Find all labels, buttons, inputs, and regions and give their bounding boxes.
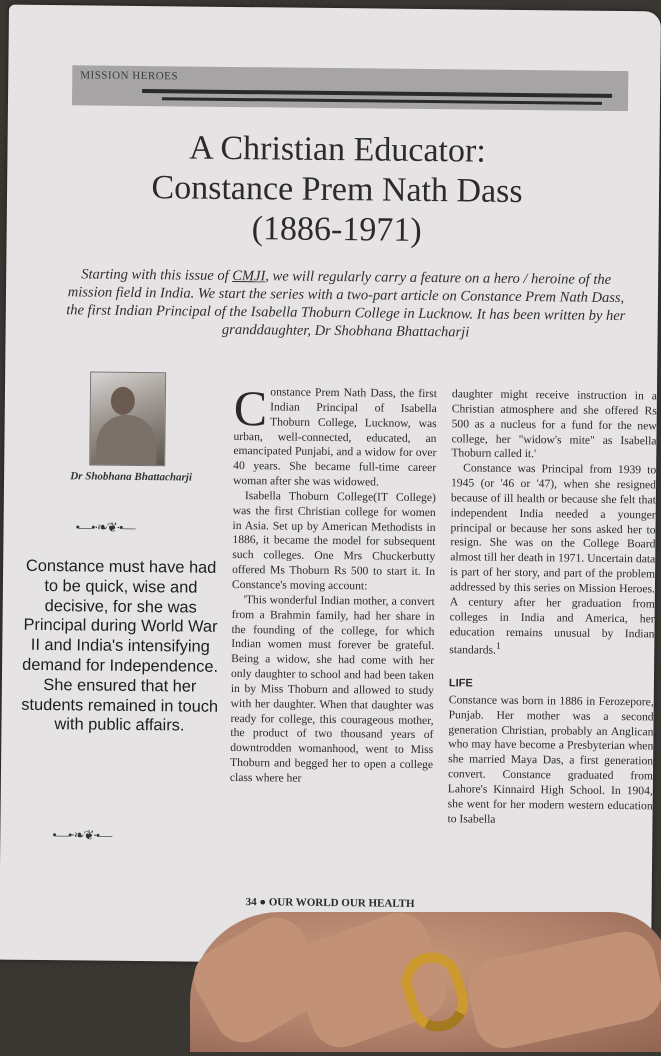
intro-text: , we will regularly carry a feature on a hero / heroine of the mission field in India. We start the series with a two-part article on Constance Prem Nath Dass, the first Indian Principal of the Isabella Thoburn College in Lucknow. It has been written by her granddaughter, Dr Shobhana Bhattacharji bbox=[66, 268, 626, 341]
paragraph: daughter might receive instruction in a Christian atmosphere and she offered Rs 500 as a nucleus for a fund for the new college, her "widow's mite" as Isabella Thoburn called it.' bbox=[451, 387, 658, 461]
pull-quote: Constance must have had to be quick, wise and decisive, for she was Principal during World War II and India's intensifying demand for Independence. She ensured that her students remained in touch with public affairs. bbox=[21, 556, 219, 735]
journal-name: CMJI bbox=[232, 267, 266, 285]
article-column-middle bbox=[229, 379, 438, 788]
article-title bbox=[46, 127, 627, 253]
magazine-name: OUR WORLD OUR HEALTH bbox=[268, 896, 415, 910]
author-caption: Dr Shobhana Bhattacharji bbox=[70, 470, 192, 484]
page-number: 34 bbox=[245, 896, 257, 909]
paragraph: Constance was Principal from 1939 to 1945 (or '46 or '47), when she resigned because of ill health or because she felt that independent India needed a younger principal or because her sons asked her to resign. She was on the College Board almost till her death in 1971. Uncertain data is part of her story, and part of the problem addressed by this series on Mission Heroes. A century after her graduation from colleges in India and America, her education remains unusual by Indian standards.$^1$ bbox=[449, 461, 657, 657]
paragraph: Constance was born in 1886 in Ferozepore, Punjab. Her mother was a second generation Christian, probably an Anglican who may have become a Presbyterian when she married Maya Das, a first generation convert. Constance graduated from Lahore's Kinnaird High School. In 1904, she went for her modern western education to Isabella bbox=[447, 693, 654, 826]
intro-text: Starting with this issue of bbox=[81, 266, 233, 284]
banner-rule bbox=[162, 97, 602, 105]
footnote-marker: 1 bbox=[495, 641, 501, 653]
ornament-divider: •—•∙❧❦∙•— bbox=[52, 827, 112, 843]
drop-cap: C bbox=[233, 379, 268, 437]
ornament-divider: •—•∙❧❦∙•— bbox=[75, 519, 135, 535]
title-line: Constance Prem Nath Dass bbox=[151, 169, 523, 211]
paragraph: Isabella Thoburn College(IT College) was the first Christian college for women in Asia. Set up by American Methodists in 1886, it became the model for subsequent such colleges. One Mrs Chuckerbutty offered Ms Thoburn Rs 500 to start it. In Constance's moving account: bbox=[231, 489, 436, 593]
article-column-right bbox=[447, 387, 657, 829]
author-photo bbox=[89, 371, 166, 466]
section-label: MISSION HEROES bbox=[80, 69, 179, 83]
page-footer bbox=[246, 896, 415, 910]
paragraph: Constance Prem Nath Dass, the first Indian Principal of Isabella Thoburn College, Lucknow, was urban, well-connected, educated, an emancipated Punjabi, and a widow for over 40 years. She became full-time career woman after she was widowed. bbox=[232, 379, 438, 489]
paragraph: 'This wonderful Indian mother, a convert from a Brahmin family, had her share in the founding of the college, for which Indian women must forever be grateful. Being a widow, she had come with her only daughter to school and had been taken in by Miss Thoburn and allowed to study with her daughter. When that daughter was ready for college, this courageous mother, the product of two thousand years of downtrodden womanhood, went to Miss Thoburn and begged her to open a college class where her bbox=[229, 592, 435, 785]
title-line: (1886-1971) bbox=[251, 210, 422, 249]
article-intro bbox=[66, 265, 627, 343]
banner-rule bbox=[142, 89, 612, 98]
section-banner bbox=[72, 65, 628, 111]
magazine-page bbox=[0, 5, 661, 967]
title-line: A Christian Educator: bbox=[189, 129, 486, 170]
bullet-icon: ● bbox=[259, 896, 267, 909]
section-subhead: LIFE bbox=[448, 677, 473, 690]
